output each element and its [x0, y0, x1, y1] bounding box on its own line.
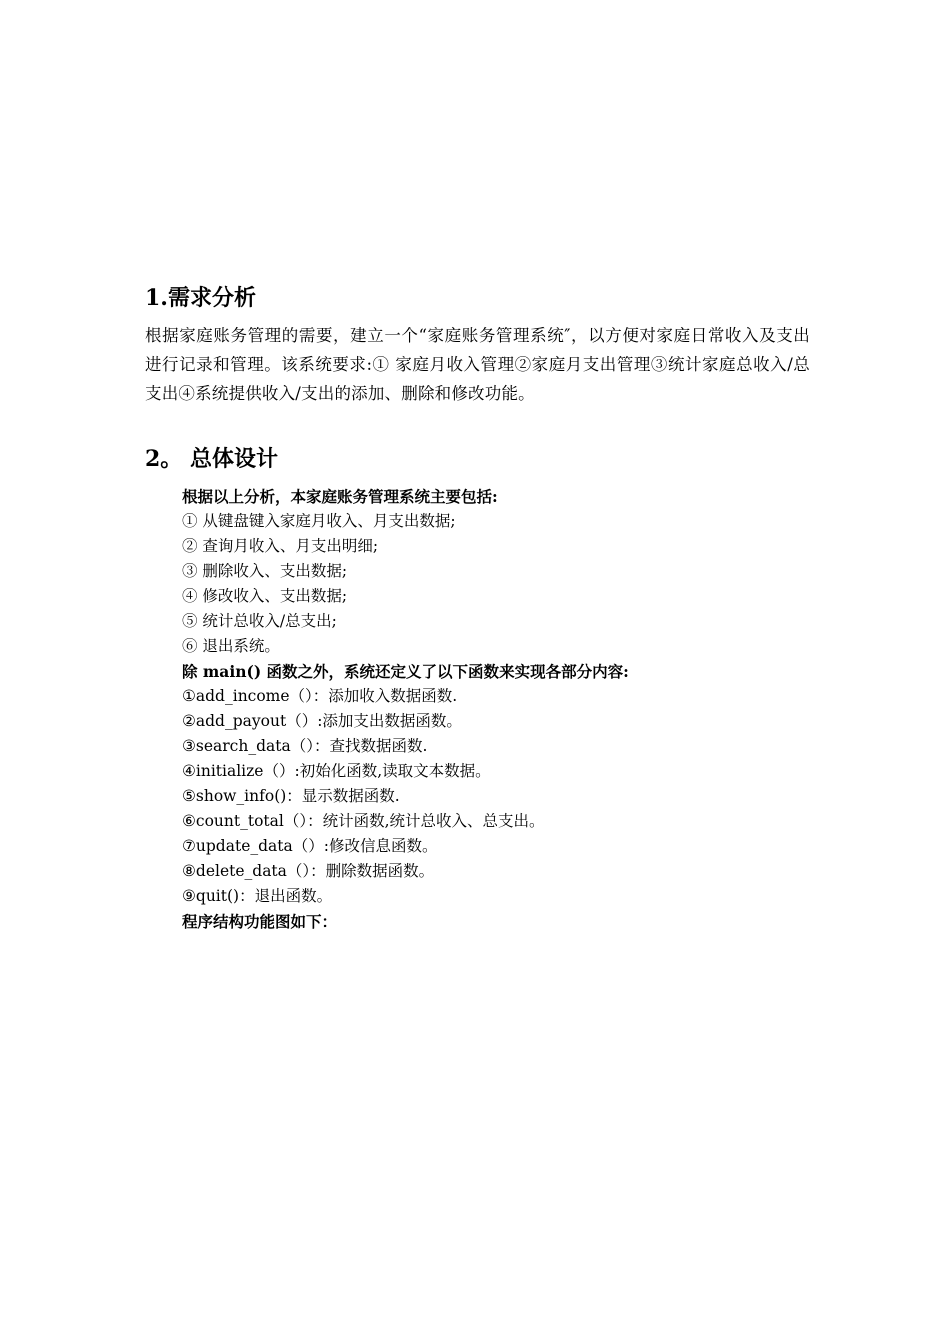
function-item: ⑤show_info()：显示数据函数. [182, 787, 400, 805]
function-item: ⑧delete_data（）：删除数据函数。 [182, 862, 435, 880]
function-item: ⑥count_total（）：统计函数,统计总收入、总支出。 [182, 812, 545, 830]
feature-item: ③ 删除收入、支出数据; [182, 562, 348, 580]
feature-item: ⑥ 退出系统。 [182, 637, 280, 655]
section-heading-overall-design: 2。 总体设计 [145, 446, 278, 472]
requirements-paragraph: 根据家庭账务管理的需要，建立一个“家庭账务管理系统″，以方便对家庭日常收入及支出进行记录和管理。该系统要求:① 家庭月收入管理②家庭月支出管理③统计家庭总收入/总支出④系统提供收入/支出的添加、删除和修改功能。 [145, 326, 810, 403]
function-item: ⑨quit()：退出函数。 [182, 887, 333, 905]
document-content [145, 283, 810, 934]
section-heading-requirements: 1.需求分析 [145, 285, 256, 311]
feature-item: ② 查询月收入、月支出明细; [182, 537, 379, 555]
functions-intro: 除 main() 函数之外，系统还定义了以下函数来实现各部分内容: [182, 662, 629, 681]
design-list [182, 484, 810, 934]
design-intro: 根据以上分析，本家庭账务管理系统主要包括: [182, 487, 498, 506]
function-item: ②add_payout（）:添加支出数据函数。 [182, 712, 462, 730]
feature-item: ④ 修改收入、支出数据; [182, 587, 348, 605]
feature-item: ① 从键盘键入家庭月收入、月支出数据; [182, 512, 456, 530]
feature-item: ⑤ 统计总收入/总支出; [182, 612, 337, 630]
function-item: ⑦update_data（）:修改信息函数。 [182, 837, 438, 855]
function-item: ③search_data（）：查找数据函数. [182, 737, 428, 755]
function-item: ④initialize（）:初始化函数,读取文本数据。 [182, 762, 491, 780]
diagram-intro: 程序结构功能图如下： [182, 912, 338, 931]
function-item: ①add_income（）：添加收入数据函数. [182, 687, 458, 705]
